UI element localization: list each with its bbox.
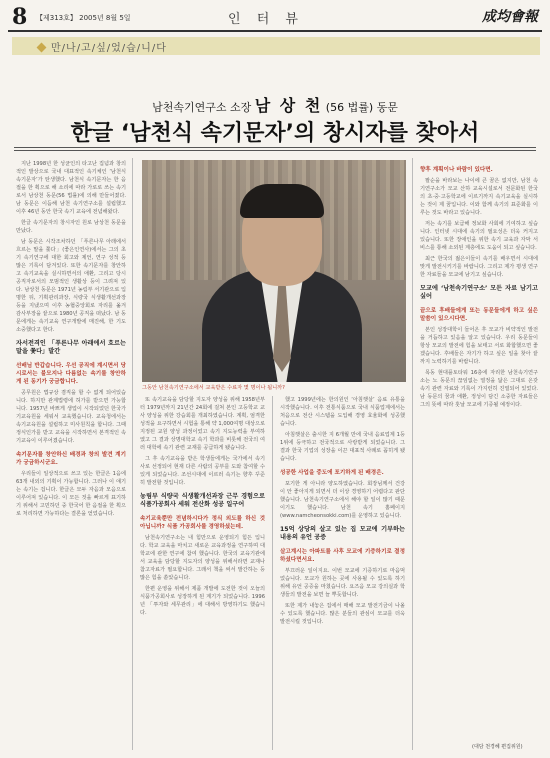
subhead-prefix: 남천속기연구소 소장 (152, 101, 252, 114)
interview-question: 끝으로 후배들에게 또는 동문들에게 하고 싶은 말씀이 있으시다면. (420, 308, 538, 322)
issue-info: 【제313호】 2005년 8월 5일 (36, 14, 131, 22)
section-subheading: 모교에 ‘남천속기연구소’ 모든 자료 남기고 싶어 (420, 285, 538, 300)
page-number: 8 (12, 4, 28, 30)
subhead-name: 남 상 천 (254, 96, 323, 115)
article-column-3 (280, 396, 405, 756)
column-divider (272, 396, 273, 750)
subheadline (0, 93, 550, 116)
section-subheading: 농림부 식량국 식생활개선과장 근무 경험으로 식품가공회사 세워 전산화 성공 일구어 (140, 493, 265, 508)
interview-question: 속기문자를 창안하신 배경과 창의 발견 계기가 궁금하시군요. (16, 452, 126, 466)
hair (240, 184, 324, 218)
paragraph: 남천속기연구소는 내 힘만으로 운영되기 힘든 입니다. 학교 교육을 마치고 새로운 교육과정을 연구하며 대학교에 관한 연구에 참여 했습니다. 한국의 교육기관에서 교육을 담당할 지도자의 양성을 위해서라면 교재나 참고자료가 필요합니다. 그래서 책을 써서 발간하는 등 많은 힘을 쏟았습니다. (140, 535, 265, 581)
portrait-photo (142, 160, 406, 382)
column-divider (132, 158, 133, 750)
paragraph: 최근 한국의 젊은이들이 속기를 배우면서 시대에 맞게 발전시키기를 바랍니다. 그리고 제가 평생 연구한 자료들을 모교에 남기고 싶습니다. (420, 256, 538, 278)
subhead-suffix: (56 법률) 동문 (325, 101, 398, 114)
interview-question: 살고계시는 아파트를 사후 모교에 기증하기로 결정하셨다면서요. (280, 549, 405, 563)
paragraph: 했고 1999년에는 한의원인 ‘아침햇살’ 음료 유통을 시작했습니다. 이후 전통식품으로 국내 식품업계에서는 처음으로 전산 시스템을 도입해 경영 효율화에 성공했습니다. (280, 397, 405, 427)
headline: 한글 ‘남천식 속기문자’의 창시자를 찾아서 (70, 121, 480, 146)
paragraph: 남 동문은 시작조차하던 「푸른나무 아래에서 흐르는 말을 쫓다」(좋은인연사)에서는 그의 초기 속기연구에 대한 회고와 제언, 연구 성적 등 많은 기록이 담겨있다. 또한 속기문자를 창안하고 속기교육을 실시하면서의 애환, 그리고 당시 공직자로서의 모범적인 생활상 등이 그려져 있다. 남상천 동문은 1971년 농림부 서기관으로 입명한 뒤, 기획관리과장, 식량국 식생활개선과장 등을 지냈으며 이후 농협중앙회로 자리를 옮겨 감사부장을 끝으로 1980년 공직을 떠났다. 남 동문에게는 속기교육 연구개발에 매진해, 한 기도 소중했다고 한다. (16, 239, 126, 333)
series-banner (12, 37, 540, 55)
byline: (대담 천경혜 편집위원) (472, 744, 523, 750)
paragraph: 우리들이 일상적으로 쓰고 있는 한글은 1음에 63개 내외의 기획이 가능합니다. 그러나 이 얘기는 속기는 겁니다. 한글은 모두 자음과 모음으로 이루어져 있습니다. 이 모든 것을 빠르게 표기하기 위해서 고민하던 중 한국어 한 음절을 한 획으로 처리하면 가능하다는 결론을 얻었습니다. (16, 471, 126, 517)
paragraph: 팔순을 바라보는 나이에 큰 꿈은 없지만, 남천 속기연구소가 모교 산하 교육시설로서 전문화된 한국의 초·중·고등학교에 이르기까지 속기교육을 실시하는 것이 제 꿈입니다. 이와 함께 속기의 표준화를 이루는 것도 바라고 있습니다. (420, 178, 538, 216)
paragraph: 포기한 게 아니라 양도하였습니다. 회장님께서 건강이 안 좋아지게 되면서 더 이상 경영하기 어렵다고 판단했습니다. 남천속기연구소에서 해야 할 일이 많기 때문이기도 했습니다. 남천 속기 홈페이지(www.namcheonsokki.com)를 운영하고 있습니다. (280, 481, 405, 519)
newspaper-logo: 成均會報 (482, 9, 538, 25)
paragraph: 지난 1998년 한 성균인의 타고난 집념과 창의적인 발상으로 국내 대표적인 속기체인 ‘남천식 속기문자’가 탄생했다. 남천식 속기문자는 한 음절을 한 획으로 해 소리에 따라 가로로 쓰는 속기로서 남상천 동문(56 법률)에 의해 만들어졌다. 남 동문은 이듬해 남천 속기연구소를 설립했고 이후 46년 동안 한국 속기 교육에 전념해왔다. (16, 161, 126, 215)
article-column-1 (16, 160, 126, 750)
paragraph: 공무원은 법규상 겸직을 할 수 없게 되어있습니다. 하지만 관계법령에 허가를 받으면 가능합니다. 1957년 바쁘게 생업이 시작되었던 한국가 기교육원을 세워서 교육했습니다. 교육청에서는 속기교육원을 설립하고 미사원칙을 합니다. 그때 정식인가를 받고 교육을 시작하면서 본격적인 속기교육이 이루어졌습니다. (16, 390, 126, 444)
paragraph: 저는 속기를 보급해 정보화 사회에 기여하고 싶습니다. 인터넷 시대에 속기의 필요성은 더욱 커지고 있습니다. 또한 장애인을 위한 속기 교육과 자막 서비스를 통해 소외된 계층에도 도움이 되고 싶습니다. (420, 221, 538, 251)
diamond-icon (37, 43, 47, 53)
section-subheading: 자서전격인 「푸른나무 아래에서 흐르는 말을 쫓다」발간 (16, 340, 126, 355)
interview-question: 성공한 사업을 중도에 포기하게 된 배경은. (280, 470, 384, 476)
paragraph: 또 속기교육을 담당할 지도자 양성을 위해 1958년부터 1979년까지 21년간 24회에 걸쳐 본인 고등학교 교사 양성을 위한 강습회를 개최하였습니다. 계획, 엄격한 성적을 요구하면서 시험을 통해 약 1,000여명 대상으로 지정된 교원 양성 과정이었고 속기 지도능력을 부여하였고 그 결과 상명대학교 속기 학과를 비롯해 전국의 여러 대학에 속기 관련 교재를 공급하게 됐습니다. (140, 397, 265, 451)
paragraph: 아침햇살은 출시한 지 6개월 만에 국내 음료업계 1등 1위에 등극하고 전국적으로 사랑받게 되었습니다. 그 결과 한국 기업의 성장을 이끈 대표적 사례로 꼽히게 됐습니다. (280, 432, 405, 462)
section-subheading: 15억 상당의 살고 있는 집 모교에 기부하는 내용의 유언 공증 (280, 526, 405, 541)
paragraph: 본인 성장대학이 들어온 후 모교가 비약적인 발전을 거듭하고 있음을 알고 있습니다. 우리 동문들이 항상 모교의 발전에 힘을 보태고 서로 화합했으면 좋겠습니다. 후배들은 자기가 하고 싶은 일을 찾아 끝까지 노력하기를 바랍니다. (420, 327, 538, 365)
paragraph: 한글 속기문자의 창시자인 원로 남상천 동문을 만났다. (16, 220, 126, 234)
interview-question: 속기교육뿐만 전념하시다가 정식 외도를 하신 것 아닙니까? 식품 가공회사를 경영하셨는데. (140, 516, 265, 530)
headline-rule-top (14, 147, 536, 148)
photo-caption: 그동안 남천속기연구소에서 교육받은 수료자 몇 명이나 됩니까? (142, 385, 285, 391)
paragraph: 부끄러운 일이지요. 이번 모교에 기증하기로 마음먹었습니다. 모교가 원하는 곳에 사용될 수 있도록 하기 위해 유언 공증을 마쳤습니다. 요즈음 모교 강의실과 학생들의 발전을 보면 늘 뿌듯합니다. (280, 568, 405, 598)
page-header (8, 4, 542, 30)
interview-question: 향후 계획이나 바람이 있다면. (420, 167, 493, 173)
headline-rule-bottom (14, 150, 536, 151)
article-column-2 (140, 396, 265, 756)
header-rule (8, 30, 542, 32)
article-column-4 (420, 160, 538, 750)
series-title: 만/나/고/싶/었/습/니/다 (51, 43, 167, 54)
section-title: 인 터 뷰 (228, 12, 304, 27)
paragraph: 그 후 속기교육을 받은 학생들에게는 국가에서 속기사로 선정되어 현재 다른 사람의 공부를 도와 참여할 수 있게 되었습니다. 조선시대에 이르러 속기는 향후 꾸준히 발전할 것입니다. (140, 456, 265, 486)
paragraph: 한편 운영을 위해서 제품 개발에 도전한 것이 오늘의 식품가공회사로 성장하게 된 계기가 되었습니다. 1996년 「투자와 세무관리」에 대해서 방영하기도 했습니다. (140, 586, 265, 616)
column-divider (412, 158, 413, 750)
interview-question: 선배님 반갑습니다. 우선 공직에 계시면서 당시로서는 불모지나 다름없는 속기를 창안하게 된 동기가 궁금합니다. (16, 363, 126, 385)
paragraph: 목동 현대플토타워 16층에 자리한 남천속기연구소는 노 동문의 끊임없는 열정을 닮은 그대로 온갖 속기 관련 자료와 기록이 가지런히 진열되어 있었다. 남 동문의 꿈과 애환, 정성이 담긴 소중한 자료들은 그의 뜻에 따라 훗날 모교에 기증될 예정이다. (420, 370, 538, 408)
paragraph: 또한 제가 내놓은 집에서 매해 모교 발전기금이 나올 수 있도록 했습니다. 많은 분들의 관심이 모교를 더욱 발전시킬 것입니다. (280, 603, 405, 625)
